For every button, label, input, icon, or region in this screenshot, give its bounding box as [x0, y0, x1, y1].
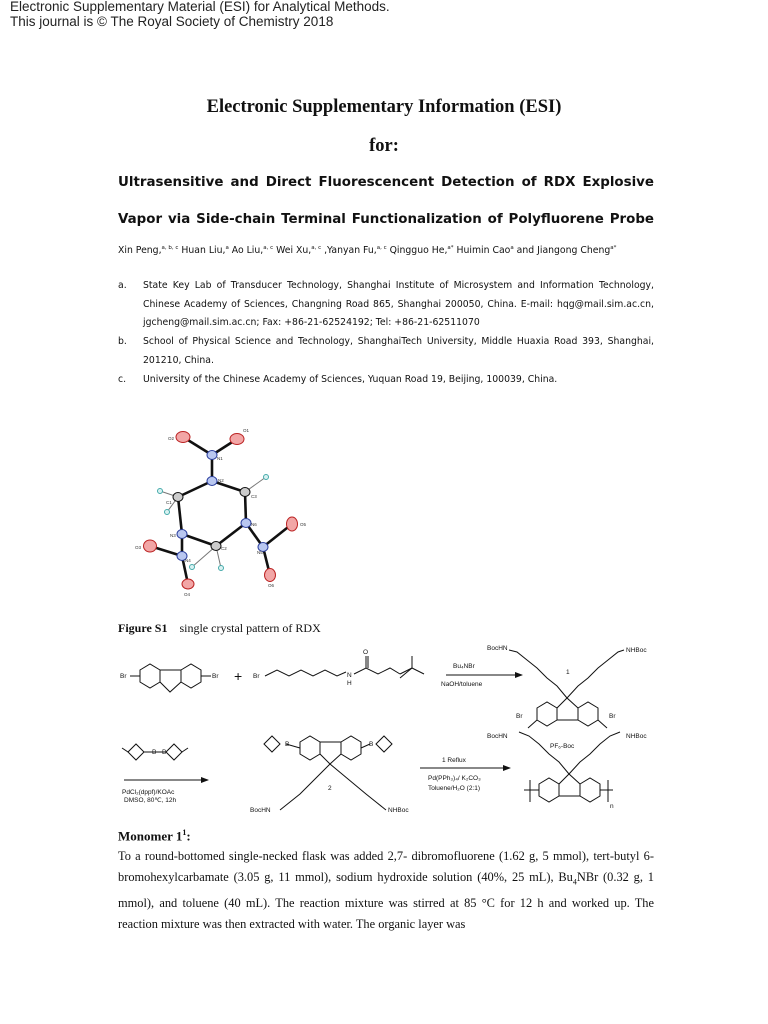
atom-label: O1: [243, 428, 250, 433]
procedure-paragraph: [118, 846, 654, 935]
author-1: [178, 245, 228, 256]
product-1-label: 1: [566, 669, 570, 676]
atom-label: O3: [135, 545, 142, 550]
hydrogen-atom: [219, 566, 224, 571]
author-5: [387, 245, 454, 256]
atom-label: O2: [168, 436, 175, 441]
nitrogen-atom: [207, 477, 217, 486]
journal-notice-line-1: Electronic Supplementary Material (ESI) for Analytical Methods.: [10, 0, 390, 14]
hydrogen-atom: [264, 475, 269, 480]
compound-2-label: 2: [328, 785, 332, 792]
nitrogen-atom: [241, 519, 251, 528]
nhboc-label: NHBoc: [626, 647, 647, 654]
plus-sign: +: [234, 668, 243, 684]
author-name: ,Yanyan Fu,: [321, 245, 377, 257]
pf6-boc-label: PF₆-Boc: [550, 743, 575, 750]
reagent-3-top: 1 Reflux: [442, 757, 466, 764]
atom-label: C2: [221, 546, 227, 551]
figure-caption-label: Figure S1: [118, 621, 168, 635]
product-1-structure: [509, 650, 624, 728]
dibromofluorene-structure: [130, 664, 211, 692]
nhboc-label: NHBoc: [626, 733, 647, 740]
hydrogen-atom: [158, 489, 163, 494]
scheme-labels: [120, 645, 647, 814]
oxygen-label: O: [363, 649, 369, 656]
procedure-subscript: 4: [572, 877, 577, 887]
author-name: Huan Liu,: [178, 245, 226, 257]
bromohexylcarbamate-structure: [265, 656, 424, 678]
boron-label: B: [152, 749, 157, 756]
journal-notice: [10, 0, 390, 29]
affiliation-text: University of the Chinese Academy of Sciences, Yuquan Road 19, Beijing, 100039, China.: [143, 374, 558, 385]
affiliation-b: [118, 333, 654, 370]
author-affil-sup: a, b, c: [161, 245, 179, 251]
author-name: Ao Liu,: [228, 245, 264, 257]
author-affil-sup: a*: [447, 245, 454, 251]
author-affil-sup: a: [225, 245, 229, 251]
atom-label: N6: [251, 522, 257, 527]
journal-notice-line-2: This journal is © The Royal Society of Chemistry 2018: [10, 13, 334, 29]
affiliation-c: [118, 371, 654, 390]
atom-label: C1: [166, 500, 172, 505]
author-affil-sup: a, c: [376, 245, 387, 251]
reagent-2: PdCl₂(dppf)/KOAc: [122, 789, 175, 796]
author-name: Qingguo He,: [386, 245, 448, 257]
esi-title: Electronic Supplementary Information (ESI): [206, 97, 562, 117]
oxygen-atom: [182, 579, 194, 589]
author-0: [118, 245, 178, 256]
atom-label: C3: [251, 494, 257, 499]
nitrogen-atom: [177, 530, 187, 539]
author-affil-sup: a, c: [311, 245, 322, 251]
figure-caption: [118, 621, 321, 636]
nitrogen-label: N: [347, 672, 352, 679]
nhboc-label: NHBoc: [388, 807, 409, 814]
author-3: [273, 245, 321, 256]
boron-label: B: [369, 741, 374, 748]
bromine-label: Br: [120, 673, 127, 680]
section-heading-ref: 1: [182, 828, 187, 837]
author-7: [514, 245, 617, 256]
reagent-1-top: Bu₄NBr: [453, 663, 475, 670]
author-affil-sup: a, c: [263, 245, 274, 251]
atom-labels: [135, 428, 307, 597]
hydrogen-label: H: [347, 680, 352, 687]
oxygen-atom: [287, 517, 298, 531]
atom-label: N5: [257, 550, 263, 555]
bochn-label: BocHN: [487, 733, 508, 740]
carbon-atom: [173, 493, 183, 502]
procedure-text: NBr (0.32 g, 1 mmol), and toluene (40 mL). The reaction mixture was stirred at 85 °C for 12 h and worked up. The reaction mixture was then extracted with water. The organic layer was: [118, 869, 654, 931]
author-6: [454, 245, 514, 256]
reagent-1-bottom: NaOH/toluene: [441, 681, 483, 688]
author-4: [321, 245, 387, 256]
boron-label: B: [162, 749, 167, 756]
reagent-3-bottom: Toluene/H₂O (2:1): [428, 785, 481, 792]
author-name: Xin Peng,: [118, 245, 162, 257]
monomer-section-heading: [118, 828, 191, 844]
synthesis-scheme: [110, 640, 660, 820]
scheme-drawing: [122, 650, 624, 810]
bochn-label: BocHN: [487, 645, 508, 652]
carbon-atom: [240, 488, 250, 497]
oxygen-atom: [144, 540, 157, 552]
atom-label: O5: [300, 522, 307, 527]
affiliation-a: [118, 277, 654, 333]
affiliation-text: State Key Lab of Transducer Technology, Shanghai Institute of Microsystem and Information Technology, Chinese Academy of Sciences, Changning Road 865, Shanghai 200050, China. E-mail: hqg@mail.sim.ac.cn, jgcheng@mail.sim.ac.cn; Fax: +86-21-62524192; Tel: +86-21-62511070: [143, 280, 654, 328]
author-affil-sup: a*: [610, 245, 617, 251]
paper-title-line-2: Vapor via Side-chain Terminal Functionalization of Polyfluorene Probe: [118, 212, 654, 227]
bromine-label: Br: [516, 713, 523, 720]
procedure-text: To a round-bottomed single-necked flask was added 2,7- dibromofluorene (1.62 g, 5 mmol), tert-butyl 6-bromohexylcarbamate (3.05 g, 11 mmol), sodium hydroxide solution (40%, 25 mL), Bu: [118, 849, 654, 884]
affiliation-letter: b.: [118, 336, 127, 347]
bromine-label: Br: [609, 713, 616, 720]
affiliation-letter: a.: [118, 280, 127, 291]
author-affil-sup: a: [510, 245, 514, 251]
bochn-label: BocHN: [250, 807, 271, 814]
heading-colon: :: [186, 828, 191, 844]
hydrogen-atom: [190, 565, 195, 570]
esi-for: for:: [369, 136, 399, 156]
author-name: and Jiangong Cheng: [513, 245, 611, 257]
affiliation-text: School of Physical Science and Technology, ShanghaiTech University, Middle Huaxia Road 393, Shanghai, 201210, China.: [143, 336, 654, 366]
author-list: [118, 240, 654, 259]
affiliation-letter: c.: [118, 374, 127, 385]
oxygen-atom: [230, 434, 244, 445]
oxygen-atom: [265, 569, 276, 582]
atom-label: N1: [217, 456, 223, 461]
figure-caption-text: single crystal pattern of RDX: [179, 621, 321, 635]
author-2: [229, 245, 273, 256]
boron-label: B: [285, 741, 290, 748]
atom-label: O4: [184, 592, 191, 597]
oxygen-atom: [176, 432, 190, 443]
reagent-3-middle: Pd(PPh₃)₄/ K₂CO₃: [428, 775, 481, 782]
repeat-unit-n-label: n: [610, 803, 614, 810]
nitrogen-atom: [207, 451, 217, 460]
author-name: Wei Xu,: [273, 245, 312, 257]
bromine-label: Br: [253, 673, 260, 680]
hydrogen-atom: [165, 510, 170, 515]
atom-label: O6: [268, 583, 275, 588]
author-name: Huimin Cao: [453, 245, 511, 257]
reagent-2-conditions: DMSO, 80℃, 12h: [124, 797, 177, 804]
atom-label: N3: [170, 533, 176, 538]
atom-label: N2: [218, 478, 224, 483]
paper-title-line-1: Ultrasensitive and Direct Fluorescencent Detection of RDX Explosive: [118, 175, 654, 190]
atom-label: N4: [185, 558, 191, 563]
rdx-crystal-structure-figure: [120, 418, 320, 608]
section-heading-text: Monomer 1: [118, 828, 183, 844]
bromine-label: Br: [212, 673, 219, 680]
carbon-atom: [211, 542, 221, 551]
